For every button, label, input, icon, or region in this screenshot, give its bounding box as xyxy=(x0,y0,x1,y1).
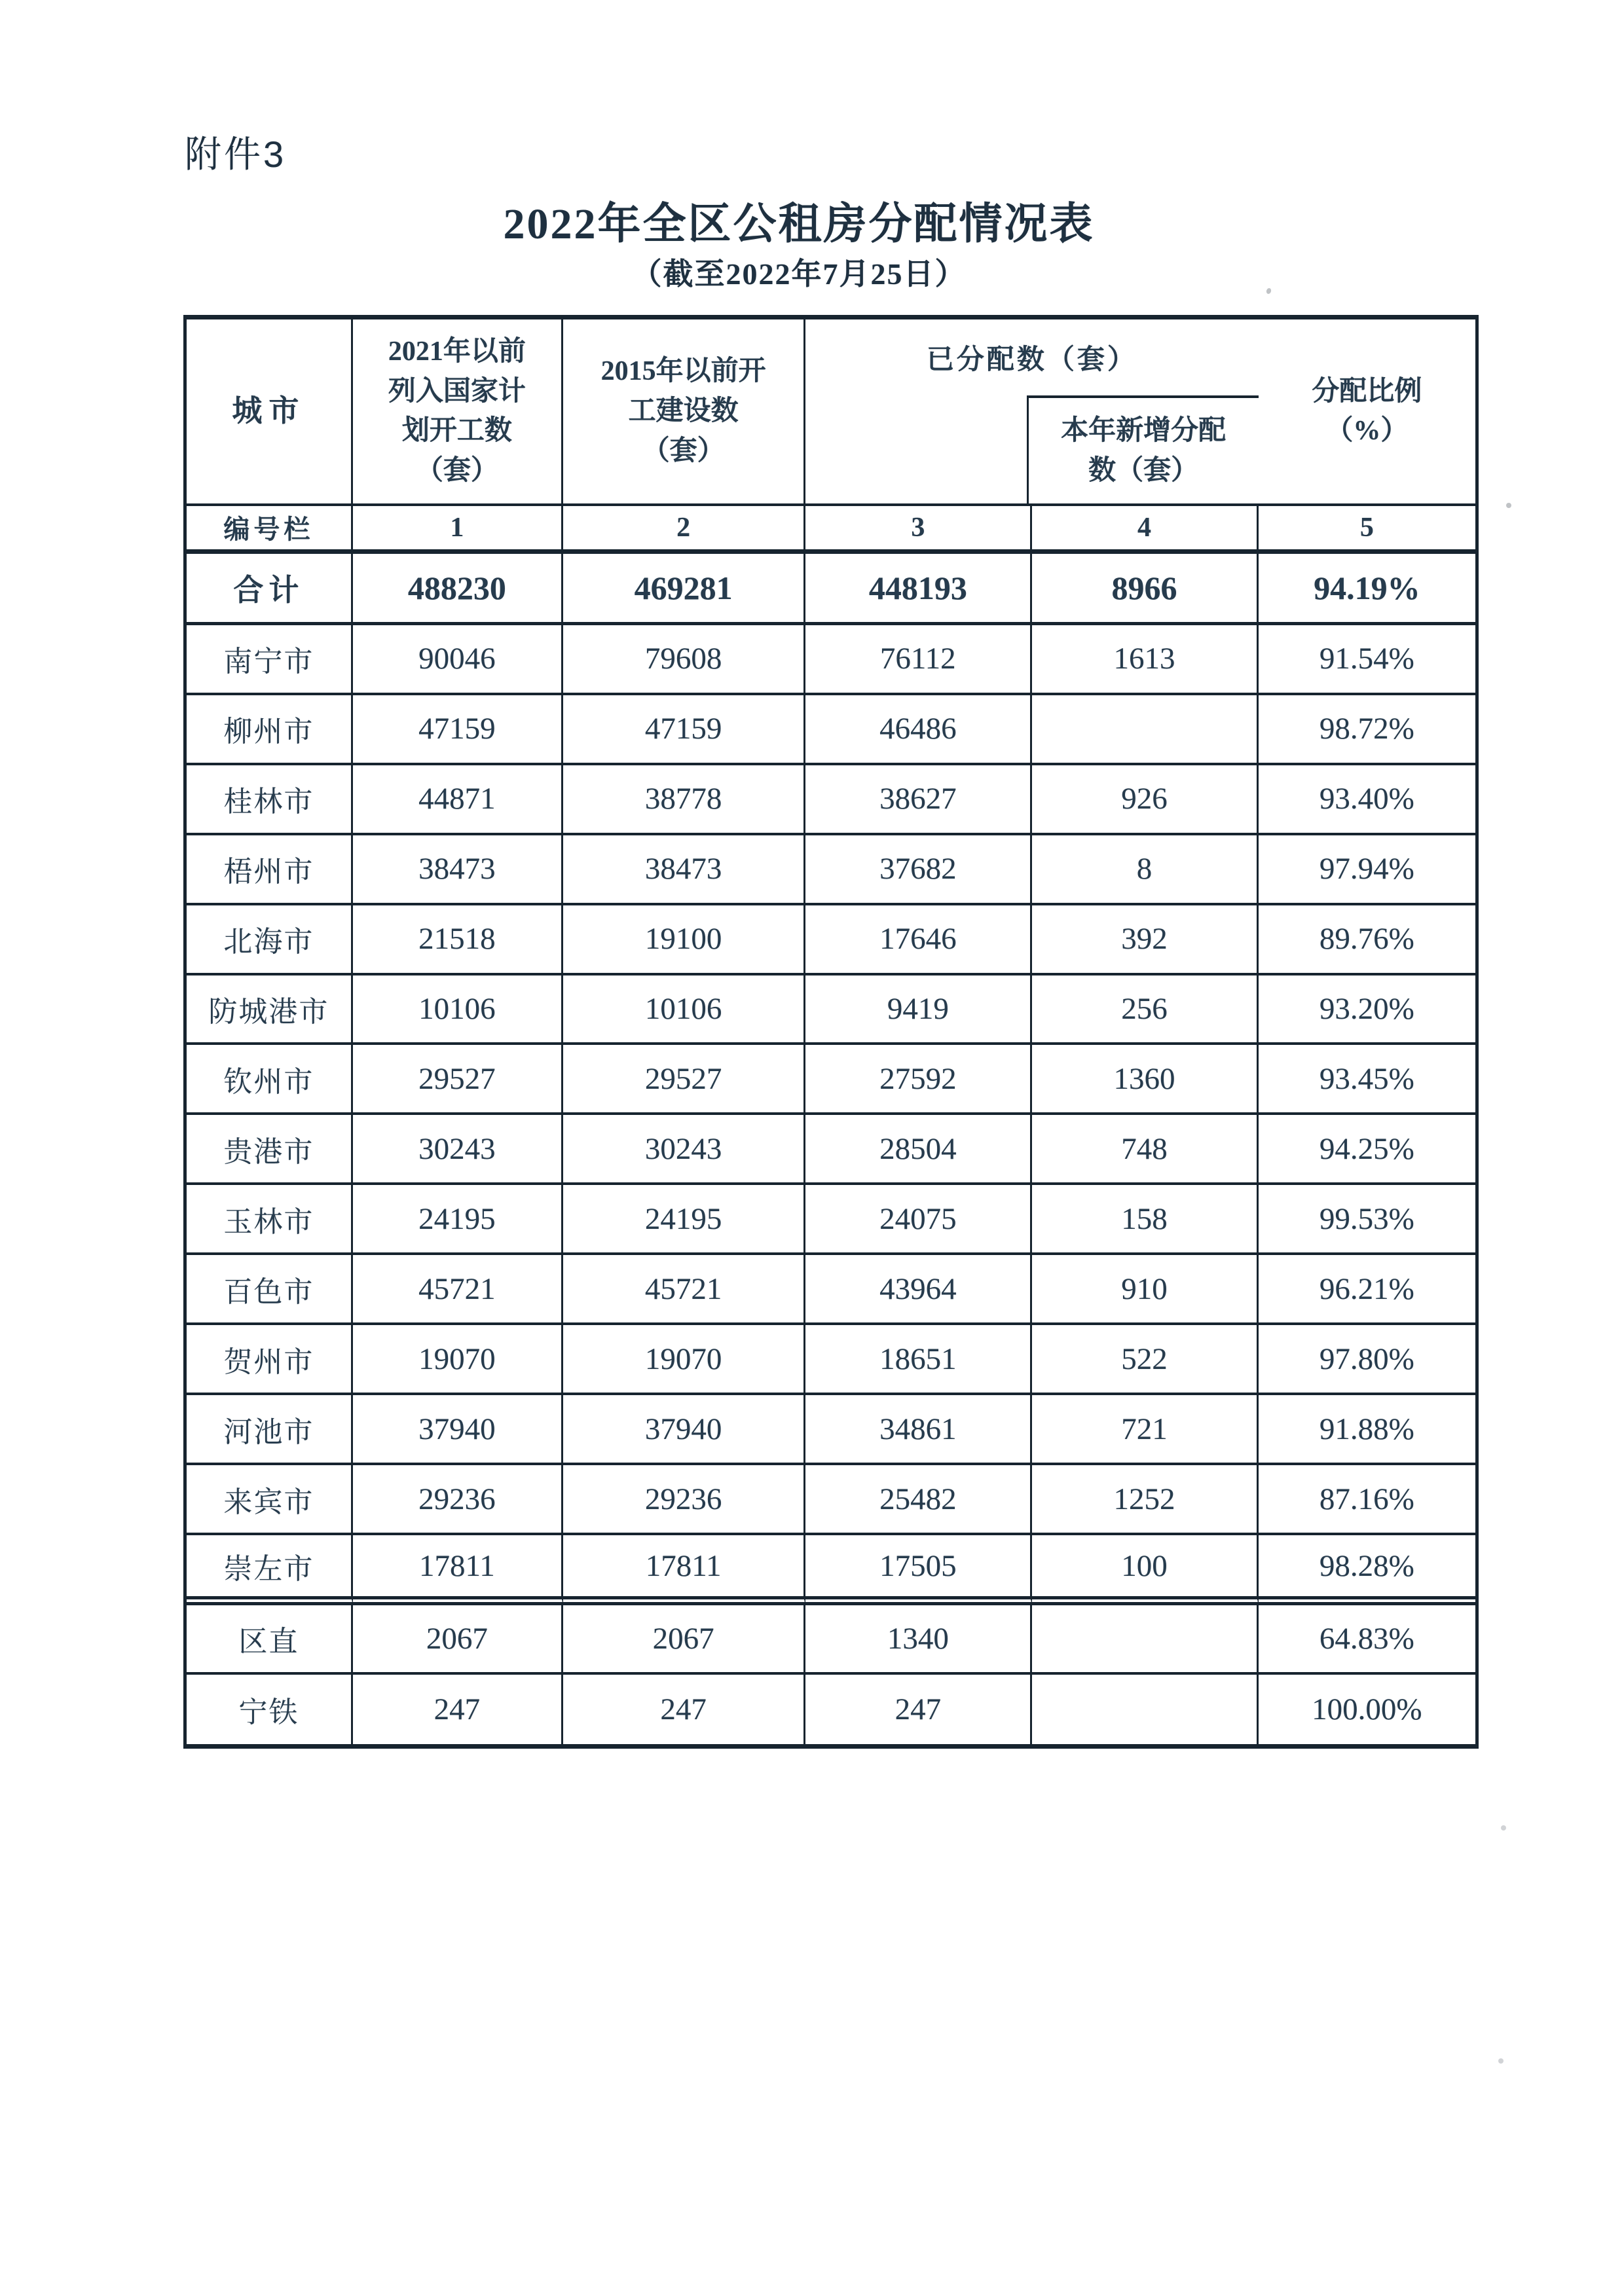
table-row-label: 南宁市 xyxy=(187,625,353,695)
cell-value: 97.94% xyxy=(1259,835,1475,905)
cell-value xyxy=(1032,695,1258,765)
cell-value: 76112 xyxy=(805,625,1032,695)
cell-value: 17811 xyxy=(353,1535,563,1605)
cell-value: 158 xyxy=(1032,1185,1258,1255)
cell-value: 2 xyxy=(563,506,805,554)
cell-value: 392 xyxy=(1032,905,1258,975)
page-title: 2022年全区公租房分配情况表 xyxy=(503,200,1095,248)
cell-value: 3 xyxy=(805,506,1032,554)
cell-value: 29527 xyxy=(563,1045,805,1115)
table-row-label: 桂林市 xyxy=(187,765,353,835)
cell-value: 721 xyxy=(1032,1395,1258,1465)
cell-value: 19100 xyxy=(563,905,805,975)
cell-value: 64.83% xyxy=(1259,1605,1475,1675)
header-new-allocation-text xyxy=(1061,411,1226,491)
cell-value: 488230 xyxy=(353,554,563,625)
cell-value: 91.54% xyxy=(1259,625,1475,695)
header-line: 2021年以前 xyxy=(388,336,526,367)
cell-value: 926 xyxy=(1032,765,1258,835)
cell-value: 37682 xyxy=(805,835,1032,905)
cell-value: 1252 xyxy=(1032,1465,1258,1535)
cell-value: 256 xyxy=(1032,975,1258,1046)
cell-value: 10106 xyxy=(563,975,805,1046)
table-row-label: 北海市 xyxy=(187,905,353,975)
cell-value: 89.76% xyxy=(1259,905,1475,975)
cell-value: 8966 xyxy=(1032,554,1258,625)
cell-value: 93.40% xyxy=(1259,765,1475,835)
header-line: 列入国家计 xyxy=(388,376,526,407)
cell-value: 47159 xyxy=(353,695,563,765)
attachment-label: 附件3 xyxy=(185,134,287,175)
header-cell-allocated-group xyxy=(805,319,1258,506)
scan-speck xyxy=(1498,2058,1504,2064)
cell-value: 1613 xyxy=(1032,625,1258,695)
cell-value: 100.00% xyxy=(1312,1692,1422,1727)
cell-value: 29527 xyxy=(353,1045,563,1115)
cell-value: 247 xyxy=(805,1675,1032,1744)
header-cell-allocation-ratio xyxy=(1259,319,1475,506)
cell-value: 47159 xyxy=(563,695,805,765)
cell-value: 5 xyxy=(1259,506,1475,554)
cell-value: 448193 xyxy=(805,554,1032,625)
footer-row-label: 区直 xyxy=(187,1605,353,1675)
header-allocated-label: 已分配数（套） xyxy=(926,345,1137,376)
table-row-label: 玉林市 xyxy=(187,1185,353,1255)
cell-value: 4 xyxy=(1032,506,1258,554)
cell-value: 25482 xyxy=(805,1465,1032,1535)
cell-value: 45721 xyxy=(353,1255,563,1325)
cell-value: 98.28% xyxy=(1259,1535,1475,1605)
table-row-label: 来宾市 xyxy=(187,1465,353,1535)
cell-value: 93.20% xyxy=(1259,975,1475,1046)
table-row-label: 贵港市 xyxy=(187,1115,353,1185)
header-line: （套） xyxy=(415,456,498,486)
cell-value: 43964 xyxy=(805,1255,1032,1325)
header-cell-new-allocation xyxy=(1027,395,1259,503)
scan-speck xyxy=(1506,503,1511,508)
cell-value: 24195 xyxy=(353,1185,563,1255)
cell-value xyxy=(1032,1605,1258,1675)
cell-value: 90046 xyxy=(353,625,563,695)
cell-value: 37940 xyxy=(353,1395,563,1465)
cell-value: 29236 xyxy=(563,1465,805,1535)
cell-value: 38778 xyxy=(563,765,805,835)
cell-value: 27592 xyxy=(805,1045,1032,1115)
cell-value: 18651 xyxy=(805,1325,1032,1395)
header-line: （%） xyxy=(1325,416,1409,446)
header-line: （套） xyxy=(642,435,725,466)
cell-value: 38473 xyxy=(353,835,563,905)
cell-value: 38473 xyxy=(563,835,805,905)
cell-value: 96.21% xyxy=(1259,1255,1475,1325)
cell-value: 30243 xyxy=(563,1115,805,1185)
cell-value: 9419 xyxy=(805,975,1032,1046)
number-row-label: 编号栏 xyxy=(187,506,353,554)
cell-value: 19070 xyxy=(563,1325,805,1395)
cell-value: 910 xyxy=(1032,1255,1258,1325)
cell-value: 34861 xyxy=(805,1395,1032,1465)
cell-value: 94.19% xyxy=(1259,554,1475,625)
cell-value xyxy=(1032,1675,1258,1744)
header-line: 划开工数 xyxy=(401,416,512,446)
header-allocated-subrow xyxy=(805,395,1258,503)
page-subtitle: （截至2022年7月25日） xyxy=(631,257,967,291)
cell-value: 748 xyxy=(1032,1115,1258,1185)
cell-value: 100 xyxy=(1032,1535,1258,1605)
header-line: 2015年以前开 xyxy=(600,356,766,387)
table-row-label: 百色市 xyxy=(187,1255,353,1325)
cell-value: 10106 xyxy=(353,975,563,1046)
header-line: 工建设数 xyxy=(628,395,739,426)
cell-value: 37940 xyxy=(563,1395,805,1465)
cell-value: 29236 xyxy=(353,1465,563,1535)
scan-speck xyxy=(1266,287,1272,295)
header-line: 本年新增分配 xyxy=(1061,415,1227,446)
cell-value: 91.88% xyxy=(1259,1395,1475,1465)
header-built-before-2015-text xyxy=(601,352,766,471)
cell-value: 87.16% xyxy=(1259,1465,1475,1535)
cell-value: 93.45% xyxy=(1259,1045,1475,1115)
cell-value: 1340 xyxy=(805,1605,1032,1675)
header-line: 分配比例 xyxy=(1312,376,1422,407)
cell-value: 98.72% xyxy=(1259,695,1475,765)
table-row-label: 防城港市 xyxy=(187,975,353,1046)
header-allocated-empty-area xyxy=(805,395,1026,503)
table-row-label: 河池市 xyxy=(187,1395,353,1465)
header-planned-starts-text xyxy=(388,332,526,492)
cell-value: 469281 xyxy=(563,554,805,625)
housing-allocation-table xyxy=(183,315,1479,1749)
cell-value: 46486 xyxy=(805,695,1032,765)
cell-value: 97.80% xyxy=(1259,1325,1475,1395)
cell-value: 17505 xyxy=(805,1535,1032,1605)
cell-value: 30243 xyxy=(353,1115,563,1185)
cell-value: 21518 xyxy=(353,905,563,975)
cell-value: 247 xyxy=(563,1675,805,1744)
cell-value: 17811 xyxy=(563,1535,805,1605)
cell-value: 44871 xyxy=(353,765,563,835)
cell-value: 24195 xyxy=(563,1185,805,1255)
cell-value: 19070 xyxy=(353,1325,563,1395)
table-row-label: 梧州市 xyxy=(187,835,353,905)
table-row-label: 柳州市 xyxy=(187,695,353,765)
cell-value: 1360 xyxy=(1032,1045,1258,1115)
cell-value: 2067 xyxy=(353,1605,563,1675)
total-row-label: 合计 xyxy=(187,554,353,625)
cell-value: 28504 xyxy=(805,1115,1032,1185)
cell-value: 2067 xyxy=(563,1605,805,1675)
header-cell-planned-starts xyxy=(353,319,563,506)
cell-value: 24075 xyxy=(805,1185,1032,1255)
header-cell-city: 城市 xyxy=(187,319,353,506)
cell-value: 522 xyxy=(1032,1325,1258,1395)
footer-row-label: 宁铁 xyxy=(187,1675,353,1744)
header-line: 数（套） xyxy=(1088,455,1199,486)
cell-value: 79608 xyxy=(563,625,805,695)
cell-value: 45721 xyxy=(563,1255,805,1325)
cell-value: 94.25% xyxy=(1259,1115,1475,1185)
cell-value: 8 xyxy=(1032,835,1258,905)
cell-value: 17646 xyxy=(805,905,1032,975)
scan-speck xyxy=(1501,1825,1506,1831)
cell-value: 247 xyxy=(353,1675,563,1744)
cell-value: 38627 xyxy=(805,765,1032,835)
cell-value: 99.53% xyxy=(1259,1185,1475,1255)
table-row-label: 贺州市 xyxy=(187,1325,353,1395)
table-row-label: 崇左市 xyxy=(187,1535,353,1605)
header-allocation-ratio-text xyxy=(1312,372,1422,452)
table-row-label: 钦州市 xyxy=(187,1045,353,1115)
cell-value: 1 xyxy=(353,506,563,554)
header-cell-built-before-2015 xyxy=(563,319,805,506)
